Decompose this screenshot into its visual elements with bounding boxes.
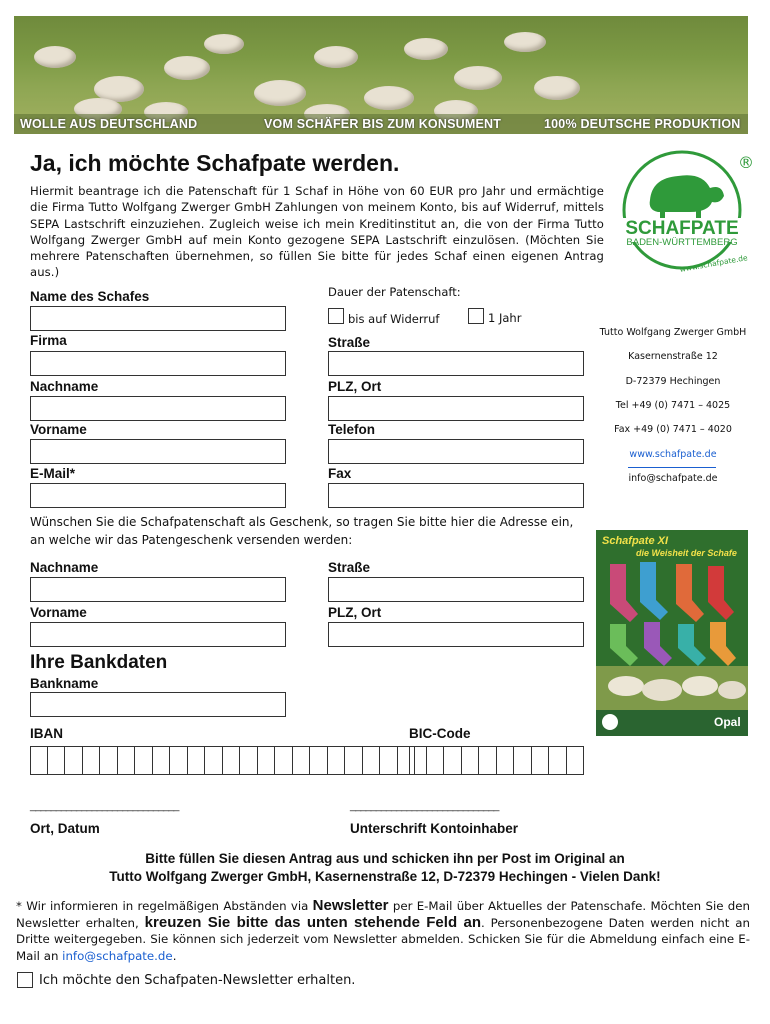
logo-region: BADEN-WÜRTTEMBERG bbox=[626, 237, 738, 248]
logo-name: SCHAFPATE bbox=[625, 218, 739, 239]
fax-input[interactable] bbox=[328, 483, 584, 508]
street-input[interactable] bbox=[328, 351, 584, 376]
contact-company: Tutto Wolfgang Zwerger GmbH bbox=[599, 327, 747, 338]
notice-line-2: Tutto Wolfgang Zwerger GmbH, Kasernenstraße 12, D-72379 Hechingen - Vielen Dank! bbox=[109, 869, 661, 884]
unsubscribe-mail-link[interactable]: info@schafpate.de bbox=[62, 948, 173, 963]
gift-firstname-label: Vorname bbox=[30, 605, 87, 620]
contact-tel: Tel +49 (0) 7471 – 4025 bbox=[615, 400, 731, 411]
gift-lastname-label: Nachname bbox=[30, 560, 99, 575]
iban-input[interactable] bbox=[30, 746, 415, 775]
zip-city-label: PLZ, Ort bbox=[328, 379, 382, 394]
gift-zip-city-input[interactable] bbox=[328, 622, 584, 647]
banner-text-right: 100% DEUTSCHE PRODUKTION bbox=[544, 117, 741, 131]
contact-web-link[interactable]: www.schafpate.de bbox=[629, 449, 717, 460]
contact-fax: Fax +49 (0) 7471 – 4020 bbox=[614, 424, 732, 435]
gift-street-input[interactable] bbox=[328, 577, 584, 602]
lastname-input[interactable] bbox=[30, 396, 286, 421]
duration-label: Dauer der Patenschaft: bbox=[328, 285, 461, 299]
street-label: Straße bbox=[328, 335, 371, 350]
signature-label: Unterschrift Kontoinhaber bbox=[350, 821, 519, 836]
gift-street-label: Straße bbox=[328, 560, 371, 575]
gift-firstname-input[interactable] bbox=[30, 622, 286, 647]
book-title-2: die Weisheit der Schafe bbox=[636, 548, 737, 558]
notice-line-1: Bitte füllen Sie diesen Antrag aus und schicken ihn per Post im Original an bbox=[145, 851, 625, 866]
newsletter-word: Newsletter bbox=[312, 897, 389, 914]
bic-input[interactable] bbox=[409, 746, 584, 775]
sheep-name-label: Name des Schafes bbox=[30, 289, 150, 304]
logo-url: www.schafpate.de bbox=[678, 253, 749, 272]
firstname-label: Vorname bbox=[30, 422, 87, 437]
company-label: Firma bbox=[30, 333, 67, 348]
gift-lastname-input[interactable] bbox=[30, 577, 286, 602]
iban-label: IBAN bbox=[30, 726, 63, 741]
phone-label: Telefon bbox=[328, 422, 375, 437]
gift-zip-city-label: PLZ, Ort bbox=[328, 605, 382, 620]
zip-city-input[interactable] bbox=[328, 396, 584, 421]
book-cover-image bbox=[596, 530, 748, 736]
bankname-input[interactable] bbox=[30, 692, 286, 717]
intro-paragraph: Hiermit beantrage ich die Patenschaft für 1 Schaf in Höhe von 60 EUR pro Jahr und ermächtige die Firma Tutto Wolfgang Zwerger GmbH Zahlungen von meinem Konto, bis auf Widerruf, mittels SEPA Lastschrift einzuziehen. Zugleich weise ich mein Kreditinstitut an, die von der Firma Tutto Wolfgang Zwerger GmbH auf mein Konto gezogene SEPA Lastschrift einzulösen. (Möchten Sie mehrere Patenschaften übernehmen, so füllen Sie bitte für jedes Schaf einen eigenen Antrag aus.) bbox=[30, 184, 604, 280]
sheep-name-input[interactable] bbox=[30, 306, 286, 331]
until-revoked-label: bis auf Widerruf bbox=[348, 312, 440, 326]
bank-heading: Ihre Bankdaten bbox=[30, 652, 168, 673]
place-date-label: Ort, Datum bbox=[30, 821, 100, 836]
lastname-label: Nachname bbox=[30, 379, 99, 394]
one-year-label: 1 Jahr bbox=[488, 311, 522, 325]
newsletter-instruction: kreuzen Sie bitte das unten stehende Feld an bbox=[144, 913, 481, 931]
banner-text-middle: VOM SCHÄFER BIS ZUM KONSUMENT bbox=[264, 117, 502, 131]
company-input[interactable] bbox=[30, 351, 286, 376]
contact-street: Kasernenstraße 12 bbox=[628, 351, 718, 362]
header-banner-image bbox=[14, 16, 748, 134]
bankname-label: Bankname bbox=[30, 676, 99, 691]
gift-text: Wünschen Sie die Schafpatenschaft als Geschenk, so tragen Sie bitte hier die Adresse ein, an welche wir das Patengeschenk versenden werden: bbox=[30, 515, 574, 547]
signature-line[interactable]: _____________________________ bbox=[350, 800, 499, 812]
banner-text-left: WOLLE AUS DEUTSCHLAND bbox=[20, 117, 198, 131]
place-date-line[interactable]: _____________________________ bbox=[30, 800, 179, 812]
newsletter-checkbox-label: Ich möchte den Schafpaten-Newsletter erhalten. bbox=[39, 973, 356, 988]
until-revoked-checkbox[interactable] bbox=[328, 308, 344, 324]
email-input[interactable] bbox=[30, 483, 286, 508]
email-label: E-Mail* bbox=[30, 466, 76, 481]
one-year-checkbox[interactable] bbox=[468, 308, 484, 324]
contact-city: D-72379 Hechingen bbox=[625, 376, 721, 387]
book-brand: Opal bbox=[714, 715, 741, 729]
newsletter-checkbox[interactable] bbox=[17, 972, 33, 988]
book-title-1: Schafpate XI bbox=[602, 535, 669, 547]
bic-label: BIC-Code bbox=[409, 726, 471, 741]
page-title: Ja, ich möchte Schafpate werden. bbox=[30, 150, 400, 176]
contact-mail[interactable]: info@schafpate.de bbox=[628, 473, 718, 484]
newsletter-info: * Wir informieren in regelmäßigen Abständen via Newsletter per E-Mail über Aktuelles der Patenschafe. Möchten Sie den Newsletter erhalten, kreuzen Sie bitte das unten stehende Feld an. Personenbezogene Daten werden nicht an Dritte weitergegeben. Sie können sich jederzeit vom Newsletter abmelden. Schicken Sie für die Abmeldung einfach eine E-Mail an info@schafpate.de. bbox=[16, 897, 750, 963]
phone-input[interactable] bbox=[328, 439, 584, 464]
schafpate-logo bbox=[620, 150, 760, 272]
firstname-input[interactable] bbox=[30, 439, 286, 464]
fax-label: Fax bbox=[328, 466, 352, 481]
registered-mark: ® bbox=[738, 153, 754, 172]
